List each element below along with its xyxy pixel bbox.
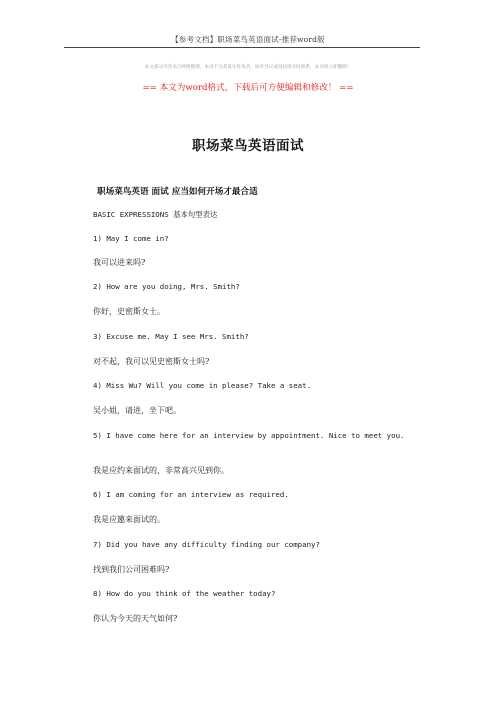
page-header: 【参考文档】职场菜鸟英语面试-推荐word版 bbox=[171, 35, 325, 44]
section-heading: 职场菜鸟英语 面试 应当如何开场才最合适 bbox=[97, 187, 258, 197]
item-5-chinese: 我是应约来面试的，非常高兴见到你。 bbox=[93, 466, 229, 475]
item-4-english: 4) Miss Wu? Will you come in please? Take a seat. bbox=[93, 381, 312, 390]
item-8-english: 8) How do you think of the weather today? bbox=[93, 589, 276, 598]
item-3-english: 3) Excuse me. May I see Mrs. Smith? bbox=[93, 332, 249, 341]
item-1-chinese: 我可以进来吗? bbox=[93, 258, 146, 267]
item-6-chinese: 我是应邀来面试的。 bbox=[93, 515, 165, 524]
item-7-english: 7) Did you have any difficulty finding our company? bbox=[93, 540, 320, 549]
item-4-chinese: 吴小姐，请进，坐下吧。 bbox=[93, 406, 181, 415]
item-5-english: 5) I have come here for an interview by appointment. Nice to meet you. bbox=[93, 431, 405, 440]
document-title: 职场菜鸟英语面试 bbox=[192, 138, 304, 154]
disclaimer-text: 本文部分内容来自网络整理，本司不为其真实性负责，如有异议或侵权请及时联系，本司将立即删除！ bbox=[144, 65, 352, 70]
item-3-chinese: 对不起，我可以见史密斯女士吗? bbox=[93, 357, 210, 366]
header-divider bbox=[64, 47, 420, 48]
item-6-english: 6) I am coming for an interview as required. bbox=[93, 490, 289, 499]
item-1-english: 1) May I come in? bbox=[93, 234, 169, 243]
item-7-chinese: 找到我们公司困难吗? bbox=[93, 565, 170, 574]
item-2-chinese: 你好，史密斯女士。 bbox=[93, 307, 165, 316]
item-8-chinese: 你认为今天的天气如何? bbox=[93, 614, 178, 623]
basic-expressions-label: BASIC EXPRESSIONS 基本句型表达 bbox=[93, 210, 218, 219]
item-2-english: 2) How are you doing, Mrs. Smith? bbox=[93, 282, 240, 291]
edit-notice: == 本文为word格式，下载后可方便编辑和修改！ == bbox=[142, 83, 354, 93]
